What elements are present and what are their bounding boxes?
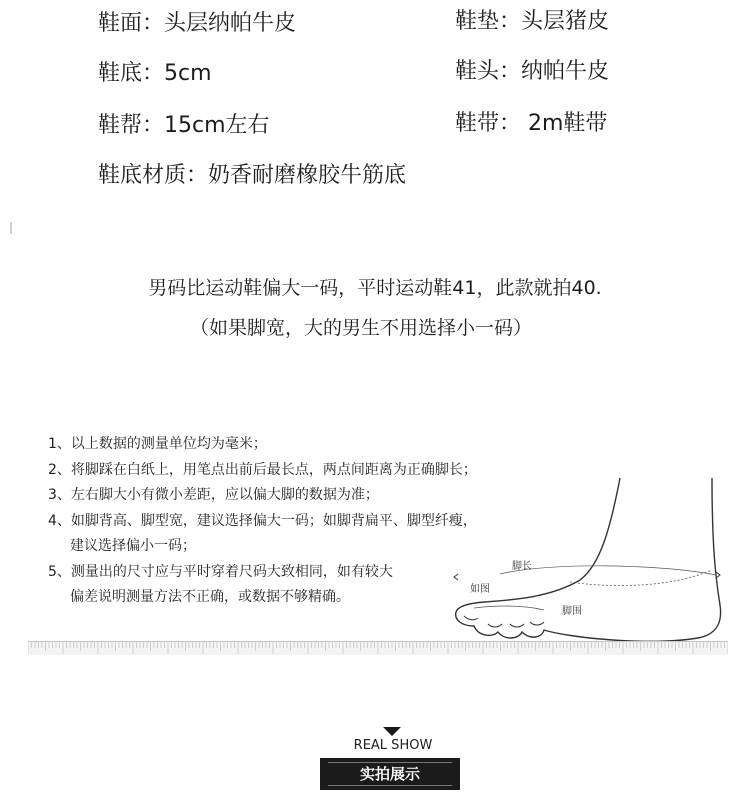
measure-step-5: 5、测量出的尺寸应与平时穿着尺码大致相同，如有较大 偏差说明测量方法不正确，或数据不够精确。	[48, 563, 393, 605]
foot-as-shown-label: 如图	[470, 584, 490, 595]
spec-insole: 鞋垫：头层猪皮	[455, 9, 610, 34]
spec-section	[0, 0, 750, 210]
ruler-icon	[28, 641, 728, 655]
measure-step-3: 3、左右脚大小有微小差距，应以偏大脚的数据为准；	[48, 487, 379, 503]
foot-girth-label: 脚围	[562, 606, 582, 617]
real-show-en: REAL SHOW	[353, 738, 433, 753]
measure-step-1: 1、以上数据的测量单位均为毫米；	[48, 436, 267, 452]
real-show-cn: 实拍展示	[328, 762, 452, 786]
spec-shaft: 鞋帮：15cm左右	[98, 113, 270, 138]
foot-diagram-icon	[430, 470, 730, 650]
spec-sole-material: 鞋底材质：奶香耐磨橡胶牛筋底	[98, 163, 407, 188]
edge-mark	[10, 222, 12, 234]
spec-upper: 鞋面：头层纳帕牛皮	[98, 11, 297, 36]
spec-lace: 鞋带： 2m鞋带	[455, 111, 608, 136]
spec-toe: 鞋头：纳帕牛皮	[455, 59, 610, 84]
down-triangle-icon	[383, 727, 401, 736]
size-note-line1: 男码比运动鞋偏大一码，平时运动鞋41，此款就拍40.	[148, 277, 602, 299]
real-show-banner	[320, 758, 460, 790]
measure-step-2: 2、将脚踩在白纸上，用笔点出前后最长点，两点间距离为正确脚长；	[48, 461, 477, 478]
foot-length-label: 脚长	[512, 561, 532, 572]
spec-sole-height: 鞋底：5cm	[98, 61, 212, 86]
size-note-line2: （如果脚宽，大的男生不用选择小一码）	[189, 317, 532, 339]
measure-step-4: 4、如脚背高、脚型宽，建议选择偏大一码；如脚背扁平、脚型纤瘦， 建议选择偏小一码；	[48, 512, 477, 554]
